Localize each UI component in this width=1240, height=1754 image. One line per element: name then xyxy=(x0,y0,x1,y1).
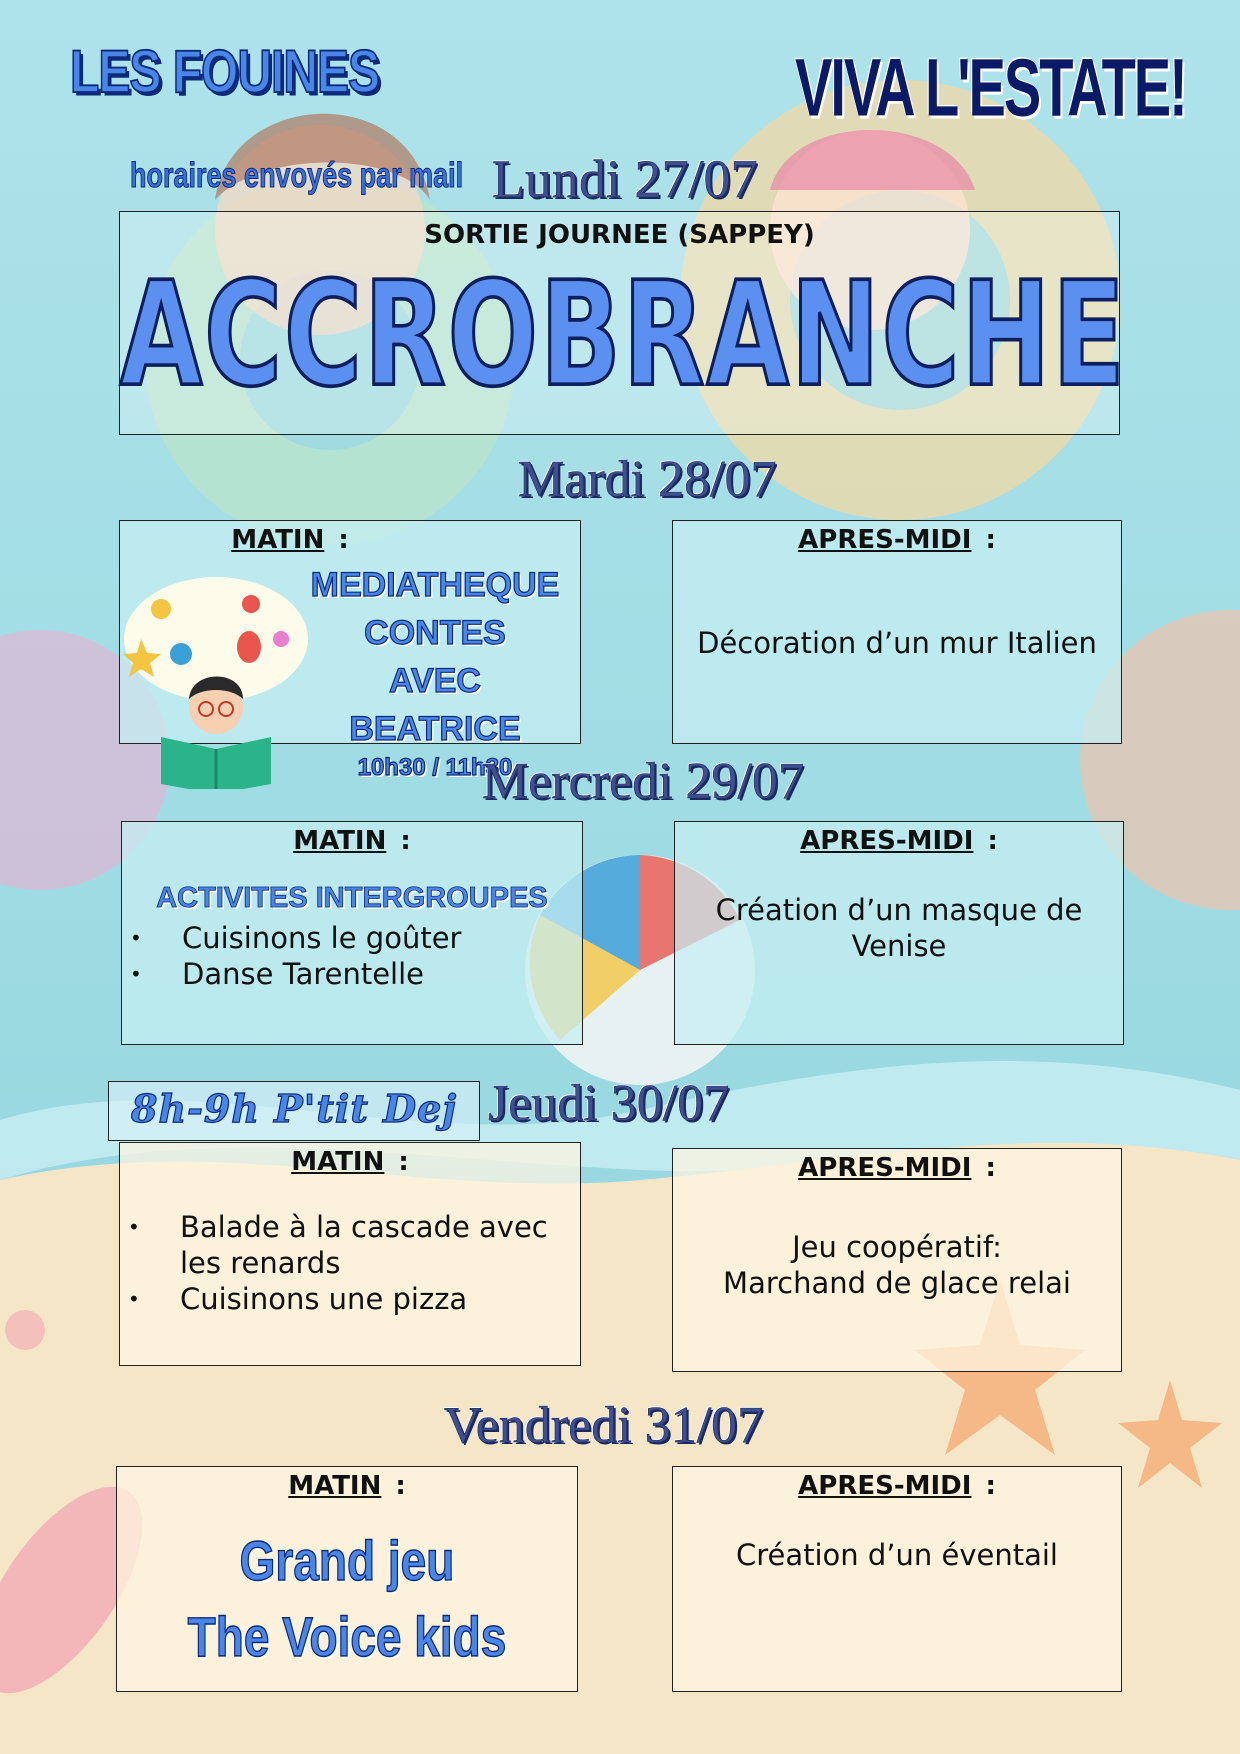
mardi-morning-time: 10h30 / 11h30 xyxy=(357,754,513,781)
mercredi-morning-box: MATIN : ACTIVITES INTERGROUPES • Cuisinons le goûter • Danse Tarentelle xyxy=(121,821,583,1045)
mardi-morning-label: MATIN xyxy=(231,525,325,555)
vendredi-morning-label: MATIN xyxy=(288,1471,382,1501)
mardi-afternoon-text: Décoration d’un mur Italien xyxy=(697,626,1097,660)
jeudi-morning-box: MATIN : • Balade à la cascade avec les renards • Cuisinons une pizza xyxy=(119,1142,581,1366)
mardi-afternoon-label: APRES-MIDI xyxy=(798,525,972,555)
day-title-mardi: Mardi 28/07 xyxy=(518,451,777,508)
list-item: • Balade à la cascade avec les renards xyxy=(120,1209,560,1281)
mercredi-morning-list xyxy=(122,920,562,992)
mardi-afternoon-box: APRES-MIDI : Décoration d’un mur Italien xyxy=(672,520,1122,744)
lundi-subtitle: SORTIE JOURNEE (SAPPEY) xyxy=(424,220,815,250)
lundi-box xyxy=(119,211,1127,435)
mercredi-afternoon-label: APRES-MIDI xyxy=(800,826,974,856)
mardi-morning-box: MATIN : MEDIATHEQUE CONTES AVEC BEATRICE 10h30 / 11h30 xyxy=(119,520,581,744)
breakfast-badge xyxy=(108,1081,480,1141)
day-title-lundi: Lundi 27/07 xyxy=(492,149,758,209)
schedule-note: horaires envoyés par mail xyxy=(130,156,464,195)
vendredi-morning-activity: Grand jeu The Voice kids xyxy=(187,1529,507,1669)
lundi-activity: ACCROBRANCHE xyxy=(120,250,1127,419)
vendredi-afternoon-box: APRES-MIDI : Création d’un éventail xyxy=(672,1466,1122,1692)
list-item: • Danse Tarentelle xyxy=(122,956,562,992)
child-reading-illustration xyxy=(121,569,311,789)
day-title-mercredi: Mercredi 29/07 xyxy=(482,753,805,810)
mercredi-morning-label: MATIN xyxy=(293,826,387,856)
jeudi-afternoon-line-2: Marchand de glace relai xyxy=(723,1266,1071,1300)
vendredi-afternoon-label: APRES-MIDI xyxy=(798,1471,972,1501)
jeudi-morning-label: MATIN xyxy=(291,1147,385,1177)
vendredi-morning-box: MATIN : Grand jeu The Voice kids xyxy=(116,1466,578,1692)
jeudi-afternoon-line-1: Jeu coopératif: xyxy=(792,1230,1002,1264)
vendredi-afternoon-text: Création d’un éventail xyxy=(735,1538,1058,1572)
mardi-morning-title: MEDIATHEQUE CONTES AVEC BEATRICE 10h30 / 11h30 xyxy=(300,561,570,783)
mercredi-afternoon-line-1: Création d’un masque de xyxy=(715,893,1083,927)
day-title-jeudi: Jeudi 30/07 xyxy=(488,1075,730,1132)
jeudi-afternoon-label: APRES-MIDI xyxy=(798,1153,972,1183)
list-item: • Cuisinons une pizza xyxy=(120,1281,560,1317)
mercredi-afternoon-line-2: Venise xyxy=(851,929,947,963)
jeudi-morning-list xyxy=(120,1209,560,1317)
list-item: • Cuisinons le goûter xyxy=(122,920,562,956)
day-title-vendredi: Vendredi 31/07 xyxy=(444,1397,764,1454)
breakfast-text: 8h-9h P'tit Dej xyxy=(131,1086,457,1131)
mercredi-morning-title: ACTIVITES INTERGROUPES xyxy=(156,882,548,914)
page-title: VIVA L'ESTATE! xyxy=(795,41,1186,133)
group-name: LES FOUINES xyxy=(70,39,380,106)
mercredi-afternoon-box: APRES-MIDI : Création d’un masque de Venise xyxy=(674,821,1124,1045)
jeudi-afternoon-box: APRES-MIDI : Jeu coopératif: Marchand de glace relai xyxy=(672,1148,1122,1372)
